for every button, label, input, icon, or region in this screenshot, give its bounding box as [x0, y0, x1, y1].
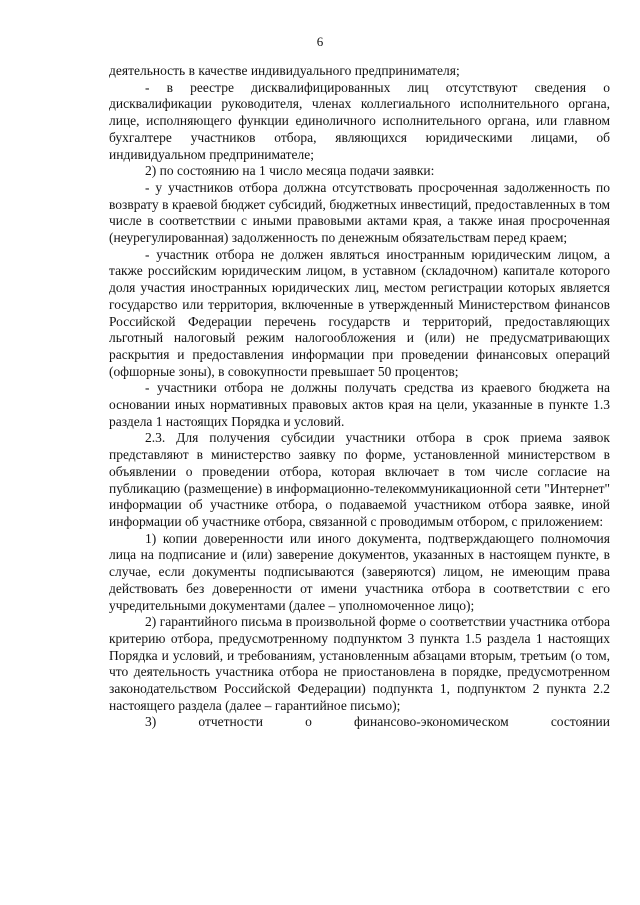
paragraph-attachment-1: 1) копии доверенности или иного документа, подтверждающего полномочия лица на подписание и (или) заверение документов, указанных в настоящем пункте, в случае, если документы подписываются (заверяются) лицом, не имеющим права действовать без доверенности от имени участника отбора в соответствии с его учредительными документами (далее – уполномоченное лицо);: [109, 530, 610, 613]
page-number: 6: [316, 34, 324, 49]
paragraph-attachment-3: 3) отчетности о финансово-экономическом состоянии: [145, 714, 610, 730]
paragraph-item-2-heading: 2) по состоянию на 1 число месяца подачи заявки:: [145, 163, 435, 179]
paragraph-no-overdue-debt: - у участников отбора должна отсутствовать просроченная задолженность по возврату в краевой бюджет субсидий, бюджетных инвестиций, предоставленных в том числе в соответствии с иными правовыми актами края, а также иная просроченная (неурегулированная) задолженность по денежным обязательствам перед краем;: [109, 179, 610, 246]
paragraph-no-other-funds: - участники отбора не должны получать средства из краевого бюджета на основании иных нормативных правовых актов края на цели, указанные в пункте 1.3 раздела 1 настоящих Порядка и условий.: [109, 380, 610, 429]
paragraph-attachment-2: 2) гарантийного письма в произвольной форме о соответствии участника отбора критерию отбора, предусмотренному подпунктом 3 пункта 1.5 раздела 1 настоящих Порядка и условий, и требованиям, установленным абзацами вторым, третьим (о том, что деятельность участника отбора не приостановлена в порядке, предусмотренном законодательством Российской Федерации) подпункта 1, подпунктом 2 пункта 2.2 настоящего раздела (далее – гарантийное письмо);: [109, 614, 610, 713]
paragraph-section-2-3: 2.3. Для получения субсидии участники отбора в срок приема заявок представляют в министерство заявку по форме, установленной министерством в объявлении о проведении отбора, которая включает в том числе согласие на публикацию (размещение) в информационно-телекоммуникационной сети "Интернет" информации об участнике отбора, о подаваемой участником отбора заявке, иной информации об участнике отбора, связанной с проводимым отбором, с приложением:: [109, 430, 610, 529]
paragraph-disqualified-registry: - в реестре дисквалифицированных лиц отсутствуют сведения о дисквалификации руководителя, членах коллегиального исполнительного органа, лице, исполняющего функции единоличного исполнительного органа, или главном бухгалтере участников отбора, являющихся юридическими лицами, об индивидуальном предпринимателе;: [109, 79, 610, 162]
paragraph-not-foreign-entity: - участник отбора не должен являться иностранным юридическим лицом, а также российским юридическим лицом, в уставном (складочном) капитале которого доля участия иностранных юридических лиц, местом регистрации которых является государство или территория, включенные в утвержденный Министерством финансов Российской Федерации перечень государств и территорий, предоставляющих льготный налоговый режим налогообложения и (или) не предусматривающих раскрытия и предоставления информации при проведении финансовых операций (офшорные зоны), в совокупности превышает 50 процентов;: [109, 246, 610, 379]
document-body: [109, 63, 610, 731]
paragraph-continuation: деятельность в качестве индивидуального предпринимателя;: [109, 63, 460, 78]
